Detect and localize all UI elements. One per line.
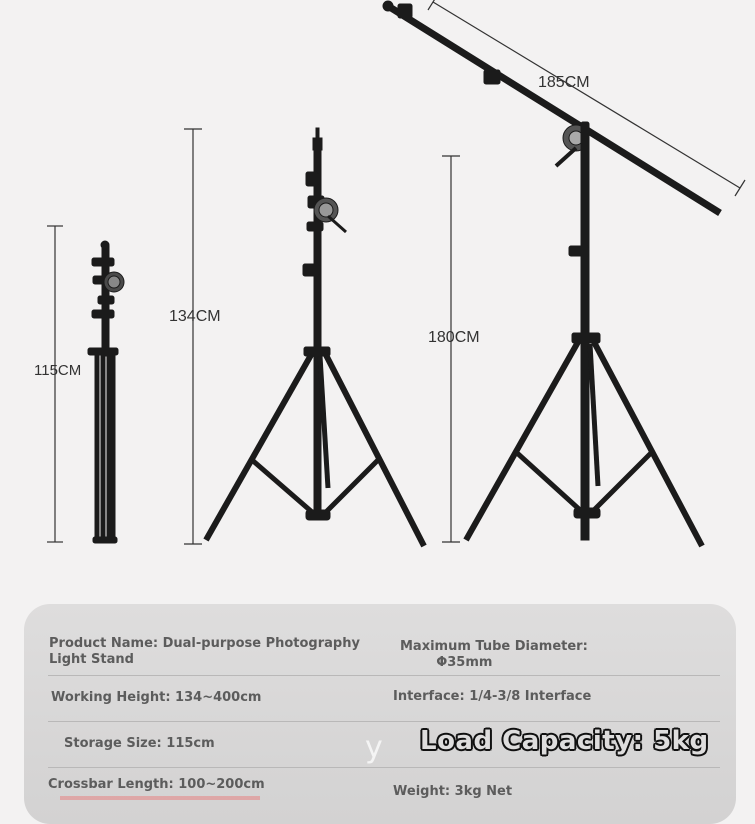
watermark-glyph: y	[365, 730, 383, 765]
spec-max-tube-diameter: Maximum Tube Diameter: Φ35mm	[400, 639, 588, 670]
min-height-label: 134CM	[169, 308, 221, 325]
spec-crossbar-length: Crossbar Length: 100~200cm	[48, 777, 265, 792]
dimension-line-min-height	[184, 129, 202, 544]
spec-weight: Weight: 3kg Net	[393, 784, 513, 799]
boom-height-label: 180CM	[428, 329, 480, 346]
spec-divider	[48, 767, 720, 768]
accent-bar	[60, 796, 260, 800]
spec-interface: Interface: 1/4-3/8 Interface	[393, 689, 592, 704]
light-stand	[206, 128, 424, 546]
spec-divider	[48, 675, 720, 676]
boom-length-label: 185CM	[538, 74, 590, 91]
folded-stand	[88, 241, 124, 543]
spec-working-height: Working Height: 134~400cm	[51, 690, 262, 705]
spec-storage-size: Storage Size: 115cm	[64, 736, 215, 751]
dimension-line-boom-height	[442, 156, 460, 542]
spec-product-name: Product Name: Dual-purpose Photography Light Stand	[49, 636, 360, 667]
folded-height-label: 115CM	[34, 362, 82, 379]
spec-load-capacity: Load Capacity: 5kg	[420, 726, 709, 756]
spec-divider	[48, 721, 720, 722]
dimension-line-folded	[47, 226, 63, 542]
